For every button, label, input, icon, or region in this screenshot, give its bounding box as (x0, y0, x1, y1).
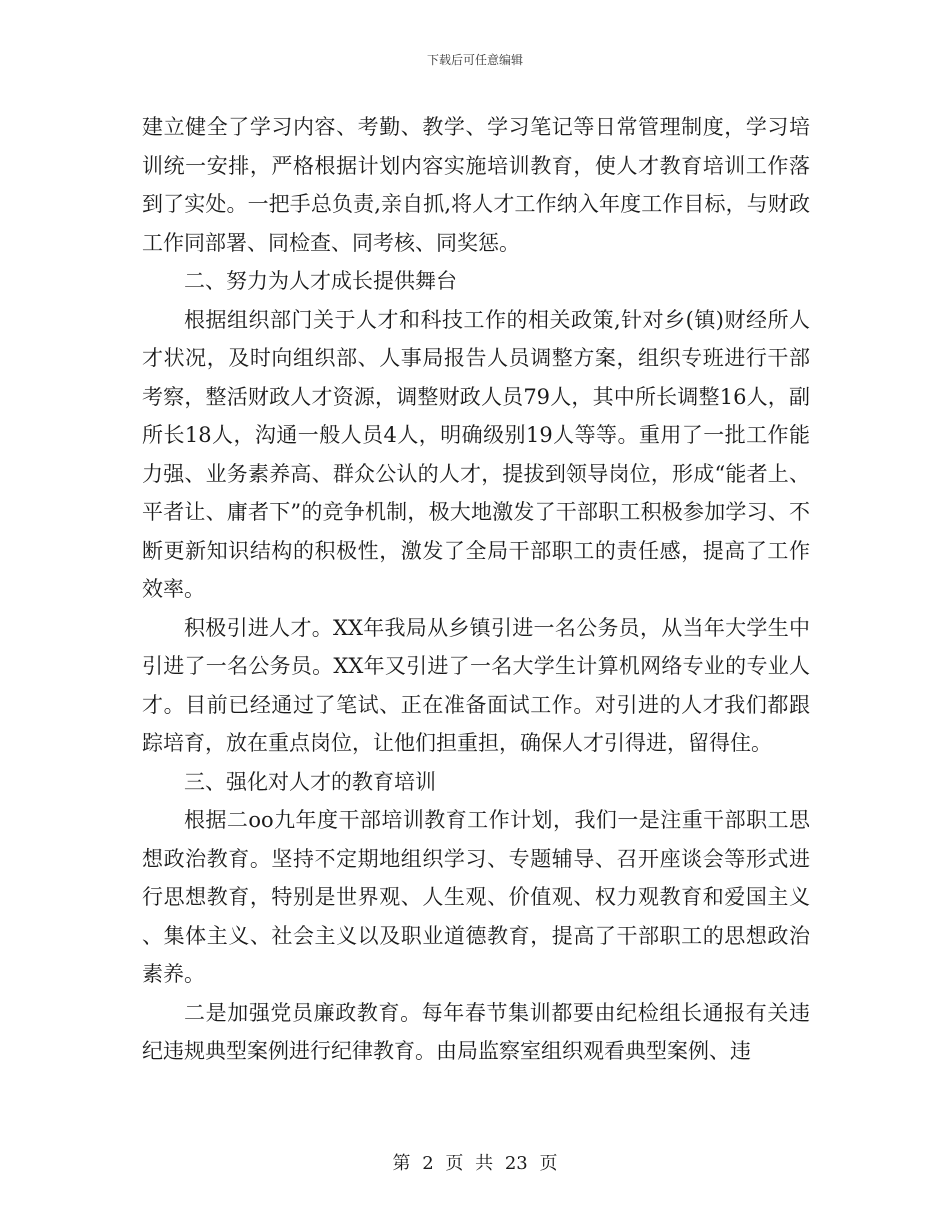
section-heading-2: 二、努力为人才成长提供舞台 (184, 269, 457, 293)
page-header-note: 下载后可任意编辑 (426, 53, 523, 67)
paragraph-6: 根据二oo九年度干部培训教育工作计划，我们一是注重干部职工思想政治教育。坚持不定期地组织学习、专题辅导、召开座谈会等形式进行思想教育，特别是世界观、人生观、价值观、权力观教育和爱国主义、集体主义、社会主义以及职业道德教育，提高了干部职工的思想政治素养。 (142, 808, 810, 986)
page-number: 第 2 页 共 23 页 (392, 1153, 558, 1174)
paragraph-4: 积极引进人才。XX年我局从乡镇引进一名公务员，从当年大学生中引进了一名公务员。XX年又引进了一名大学生计算机网络专业的专业人才。目前已经通过了笔试、正在准备面试工作。对引进的人才我们都跟踪培育，放在重点岗位，让他们担重担，确保人才引得进，留得住。 (142, 615, 810, 755)
section-heading-3: 三、强化对人才的教育培训 (184, 769, 436, 794)
paragraph-1: 建立健全了学习内容、考勤、教学、学习笔记等日常管理制度，学习培训统一安排，严格根据计划内容实施培训教育，使人才教育培训工作落到了实处。一把手总负责,亲自抓,将人才工作纳入年度工作目标，与财政工作同部署、同检查、同考核、同奖惩。 (142, 115, 810, 255)
document-body (142, 108, 810, 1071)
paragraph-3: 根据组织部门关于人才和科技工作的相关政策,针对乡(镇)财经所人才状况，及时向组织部、人事局报告人员调整方案，组织专班进行干部考察，整活财政人才资源，调整财政人员79人，其中所长调整16人，副所长18人，沟通一般人员4人，明确级别19人等等。重用了一批工作能力强、业务素养高、群众公认的人才，提拔到领导岗位，形成“能者上、平者让、庸者下”的竞争机制，极大地激发了干部职工积极参加学习、不断更新知识结构的积极性，激发了全局干部职工的责任感，提高了工作效率。 (142, 307, 810, 601)
paragraph-7: 二是加强党员廉政教育。每年春节集训都要由纪检组长通报有关违纪违规典型案例进行纪律教育。由局监察室组织观看典型案例、违 (142, 1000, 810, 1063)
